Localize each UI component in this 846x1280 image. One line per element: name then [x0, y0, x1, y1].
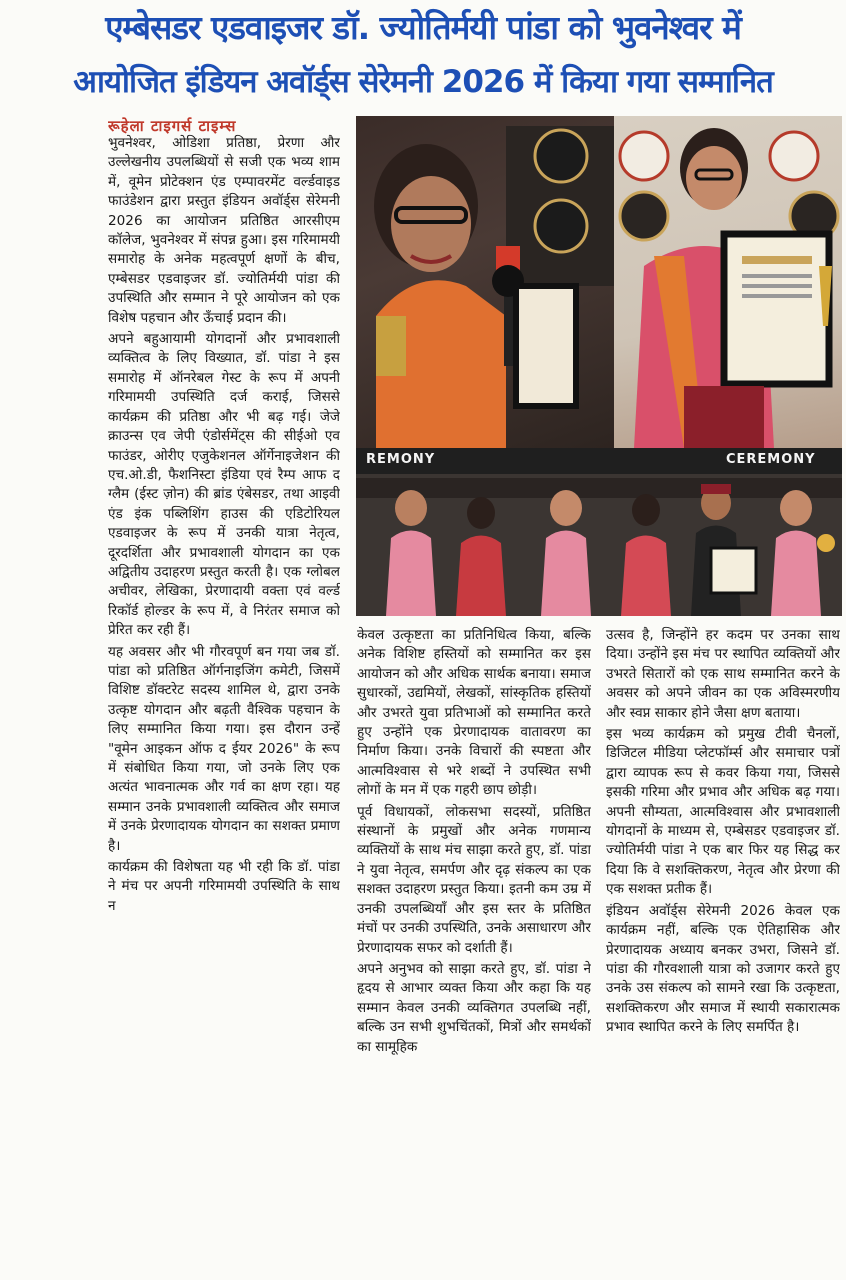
banner-text-left: REMONY [366, 452, 436, 467]
paragraph: भुवनेश्वर, ओडिशा प्रतिष्ठा, प्रेरणा और उल्लेखनीय उपलब्धियों से सजी एक भव्य शाम में, वूमेन प्रोटेक्शन एंड एम्पावरमेंट वर्ल्डवाइड फाउंडेशन द्वारा प्रस्तुत इंडियन अवॉर्ड्स सेरेमनी 2026 का आयोजन प्रतिष्ठित आरसीएम कॉलेज, भुवनेश्वर में संपन्न हुआ। इस गरिमामयी समारोह के अनेक महत्वपूर्ण क्षणों के बीच, एम्बेसडर एडवाइजर डॉ. ज्योतिर्मयी पांडा की उपस्थिति और सम्मान ने पूरे आयोजन को एक विशेष पहचान और ऊँचाई प्रदान की। [108, 135, 340, 326]
article-column-3 [606, 626, 840, 1280]
article-column-2 [357, 626, 591, 1280]
photo-interview [356, 116, 614, 448]
headline [0, 0, 846, 108]
paragraph: केवल उत्कृष्टता का प्रतिनिधित्व किया, बल्कि अनेक विशिष्ट हस्तियों को सम्मानित कर इस आयोजन को और अधिक सार्थक बनाया। समाज सुधारकों, उद्यमियों, लेखकों, सांस्कृतिक हस्तियों और उभरते युवा प्रतिभाओं को सम्मानित करते हुए उन्होंने एक प्रेरणादायक वातावरण का निर्माण किया। उनके विचारों की स्पष्टता और आत्मविश्वास से भरे शब्दों ने उपस्थित सभी लोगों के मन में एक गहरी छाप छोड़ी। [357, 627, 591, 799]
banner-text-right: CEREMONY [726, 452, 816, 467]
byline: रूहेला टाइगर्स टाइम्स [108, 117, 237, 135]
paragraph: अपने अनुभव को साझा करते हुए, डॉ. पांडा ने हृदय से आभार व्यक्त किया और कहा कि यह सम्मान केवल उनकी व्यक्तिगत उपलब्धि नहीं, बल्कि उन सभी शुभचिंतकों, मित्रों और समर्थकों का सामूहिक [357, 960, 591, 1055]
paragraph: यह अवसर और भी गौरवपूर्ण बन गया जब डॉ. पांडा को प्रतिष्ठित ऑर्गनाइजिंग कमेटी, जिसमें विशिष्ट डॉक्टरेट सदस्य शामिल थे, द्वारा उनके उत्कृष्ट योगदान और बढ़ती वैश्विक पहचान के लिए सम्मानित किया गया। इस दौरान उन्हें "वूमेन आइकन ऑफ द ईयर 2026" के रूप में संबोधित किया गया, जो उनके लिए एक अत्यंत भावनात्मक और गर्व का क्षण रहा। यह सम्मान उनके प्रभावशाली व्यक्तित्व और समाज में उनके प्रेरणादायक योगदान का सशक्त प्रमाण है। [108, 643, 340, 854]
headline-line-1: एम्बेसडर एडवाइजर डॉ. ज्योतिर्मयी पांडा को भुवनेश्वर में [105, 8, 741, 47]
article-column-1 [108, 134, 340, 1280]
paragraph: इस भव्य कार्यक्रम को प्रमुख टीवी चैनलों, डिजिटल मीडिया प्लेटफॉर्म्स और समाचार पत्रों द्वारा व्यापक रूप से कवर किया गया, जिससे इसकी गरिमा और प्रभाव और अधिक बढ़ गया। अपनी सौम्यता, आत्मविश्वास और प्रभावशाली योगदानों के माध्यम से, एम्बेसडर एडवाइजर डॉ. ज्योतिर्मयी पांडा ने एक बार फिर यह सिद्ध कर दिया कि वे सशक्तिकरण, नेतृत्व और प्रेरणा की एक सशक्त प्रतीक हैं। [606, 726, 840, 898]
certificate-photo-illustration [614, 116, 842, 448]
paragraph: अपने बहुआयामी योगदानों और प्रभावशाली व्यक्तित्व के लिए विख्यात, डॉ. पांडा ने इस समारोह में ऑनरेबल गेस्ट के रूप में अपनी गरिमामयी उपस्थिति दर्ज कराई, जिससे कार्यक्रम की प्रतिष्ठा और भी बढ़ गई। जेजे क्राउन्स एव जेपी एंडोर्समेंट्स की सीईओ एव फाउंडर, ओरीए एजुकेशनल ऑर्गेनाइजेशन की एच.ओ.डी, फैशनिस्टा इंडिया एवं रैम्प आफ द ग्लैम (ईस्ट ज़ोन) की ब्रांड एंबेसडर, तथा आइवी एंड इंक पब्लिशिंग हाउस की एडिटोरियल एडवाइजर के रूप में उनकी यात्रा नेतृत्व, दूरदर्शिता और प्रभावशाली योगदान का एक अद्वितीय उदाहरण प्रस्तुत करती है। एक ग्लोबल अचीवर, लेखिका, प्रेरणादायी वक्ता एवं वर्ल्ड रिकॉर्ड होल्डर के रूप में, वे निरंतर समाज को प्रेरित कर रही हैं। [108, 331, 340, 639]
paragraph: उत्सव है, जिन्होंने हर कदम पर उनका साथ दिया। उन्होंने इस मंच पर स्थापित व्यक्तियों और उभरते सितारों को एक साथ सम्मानित करने के अवसर को अपने जीवन का एक अविस्मरणीय और स्वप्न साकार होने जैसा क्षण बताया। [606, 627, 840, 721]
photo-collage [356, 116, 842, 616]
paragraph: पूर्व विधायकों, लोकसभा सदस्यों, प्रतिष्ठित संस्थानों के प्रमुखों और अनेक गणमान्य व्यक्तियों के साथ मंच साझा करते हुए, डॉ. पांडा ने युवा नेतृत्व, समर्पण और दृढ़ संकल्प का एक सशक्त उदाहरण प्रस्तुत किया। इतनी कम उम्र में उनकी उपलब्धियाँ और इस स्तर के प्रतिष्ठित मंचों पर उनकी उपस्थिति, उनके असाधारण और प्रेरणादायक सफर को दर्शाती हैं। [357, 803, 591, 956]
photo-certificate [614, 116, 842, 448]
headline-line-2: आयोजित इंडियन अवॉर्ड्स सेरेमनी 2026 में किया गया सम्मानित [73, 64, 773, 100]
paragraph: इंडियन अवॉर्ड्स सेरेमनी 2026 केवल एक कार्यक्रम नहीं, बल्कि एक ऐतिहासिक और प्रेरणादायक अध्याय बनकर उभरा, जिसने डॉ. पांडा की गौरवशाली यात्रा को उजागर करते हुए उनके उस संकल्प को सामने रखा कि उत्कृष्टता, सशक्तिकरण और समाज में स्थायी सकारात्मक प्रभाव स्थापित करने के लिए समर्पित है। [606, 902, 840, 1036]
interview-photo-illustration [356, 116, 614, 448]
paragraph: कार्यक्रम की विशेषता यह भी रही कि डॉ. पांडा ने मंच पर अपनी गरिमामयी उपस्थिति के साथ न [108, 859, 340, 914]
